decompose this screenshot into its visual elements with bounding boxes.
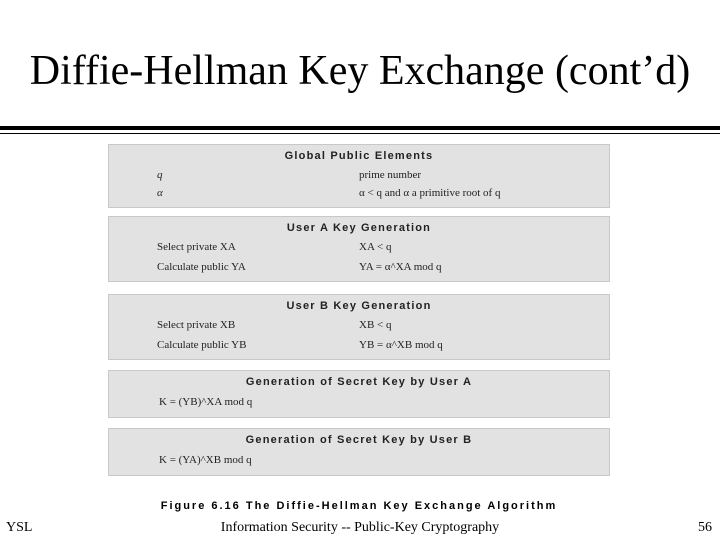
user-b-row-2-left: Calculate public YB bbox=[157, 339, 247, 351]
panel-secret-key-user-a bbox=[108, 370, 610, 418]
footer-course-title: Information Security -- Public-Key Cryptography bbox=[220, 520, 500, 535]
user-b-row-1-left: Select private XB bbox=[157, 319, 236, 331]
panel-user-b-key-generation bbox=[108, 294, 610, 360]
user-a-row-1-left: Select private XA bbox=[157, 241, 236, 253]
user-a-row-2-left: Calculate public YA bbox=[157, 261, 246, 273]
user-a-row-1-right: XA < q bbox=[359, 241, 392, 253]
diffie-hellman-figure bbox=[108, 144, 610, 516]
user-b-row-2-right: YB = α^XB mod q bbox=[359, 339, 443, 351]
footer-page-number: 56 bbox=[698, 520, 712, 535]
panel-global-public-elements bbox=[108, 144, 610, 208]
global-row-2-right: α < q and α a primitive root of q bbox=[359, 187, 501, 199]
panel-user-a-key-generation bbox=[108, 216, 610, 282]
title-divider-thin bbox=[0, 133, 720, 134]
global-row-2-left: α bbox=[157, 187, 163, 199]
secret-key-b-formula: K = (YA)^XB mod q bbox=[159, 454, 252, 466]
title-divider-thick bbox=[0, 126, 720, 130]
global-row-1-right: prime number bbox=[359, 169, 422, 181]
user-a-row-2-right: YA = α^XA mod q bbox=[359, 261, 442, 273]
figure-caption: Figure 6.16 The Diffie-Hellman Key Exchange Algorithm bbox=[160, 500, 558, 512]
user-b-row-1-right: XB < q bbox=[359, 319, 392, 331]
global-row-1-left: q bbox=[157, 169, 163, 181]
panel-heading: User B Key Generation bbox=[286, 300, 432, 312]
slide-title: Diffie-Hellman Key Exchange (cont’d) bbox=[29, 48, 691, 94]
panel-heading: Generation of Secret Key by User A bbox=[245, 376, 473, 388]
panel-heading: User A Key Generation bbox=[286, 222, 432, 234]
secret-key-a-formula: K = (YB)^XA mod q bbox=[159, 396, 253, 408]
panel-heading: Generation of Secret Key by User B bbox=[245, 434, 473, 446]
footer-author: YSL bbox=[6, 520, 33, 535]
panel-secret-key-user-b bbox=[108, 428, 610, 476]
panel-heading: Global Public Elements bbox=[284, 150, 434, 162]
